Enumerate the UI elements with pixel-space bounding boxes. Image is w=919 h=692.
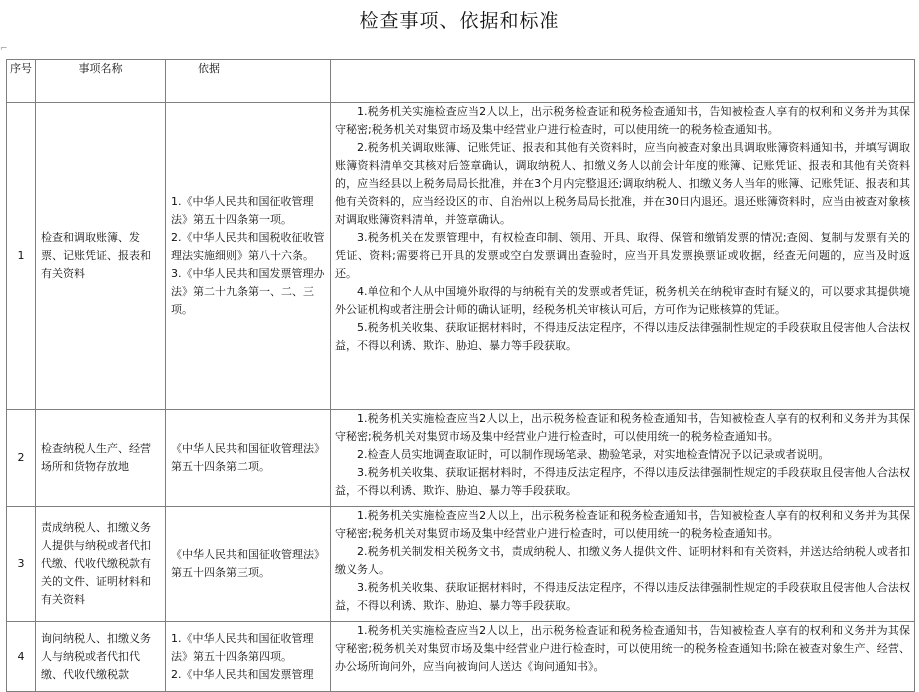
standard-cell <box>331 507 915 622</box>
row-number: 3 <box>7 507 36 622</box>
standard-paragraph: 3.税务机关收集、获取证据材料时，不得违反法定程序，不得以违反法律强制性规定的手段获取且侵害他人合法权益，不得以利诱、欺诈、胁迫、暴力等手段获取。 <box>335 581 910 612</box>
standard-cell <box>331 622 915 692</box>
table-header-row <box>7 60 915 103</box>
page-title: 检查事项、依据和标准 <box>359 10 560 32</box>
header-seq: 序号 <box>7 60 36 103</box>
table-row <box>7 103 915 410</box>
item-name: 询问纳税人、扣缴义务人与纳税或者代扣代缴、代收代缴税款 <box>36 622 166 692</box>
standard-paragraph: 5.税务机关收集、获取证据材料时，不得违反法定程序，不得以违反法律强制性规定的手段获取且侵害他人合法权益，不得以利诱、欺诈、胁迫、暴力等手段获取。 <box>335 321 910 352</box>
inspection-table <box>6 59 915 692</box>
item-name: 检查纳税人生产、经营场所和货物存放地 <box>36 410 166 507</box>
standard-paragraph: 3.税务机关收集、获取证据材料时，不得违反法定程序，不得以违反法律强制性规定的手段获取且侵害他人合法权益，不得以利诱、欺诈、胁迫、暴力等手段获取。 <box>335 466 910 497</box>
basis-text: 《中华人民共和国征收管理法》第五十四条第三项。 <box>166 507 331 622</box>
corner-mark: ⌐ <box>0 44 8 54</box>
row-number: 2 <box>7 410 36 507</box>
row-number: 4 <box>7 622 36 692</box>
header-standard <box>331 60 915 103</box>
header-item-name: 事项名称 <box>36 60 166 103</box>
table-row <box>7 622 915 692</box>
standard-cell <box>331 103 915 410</box>
standard-cell <box>331 410 915 507</box>
basis-text: 1.《中华人民共和国征收管理法》第五十四条第一项。 2.《中华人民共和国税收征收管理法实施细则》第八十六条。 3.《中华人民共和国发票管理办法》第二十九条第一、二、三项。 <box>166 103 331 410</box>
standard-paragraph: 2.检查人员实地调查取证时，可以制作现场笔录、勘验笔录，对实地检查情况予以记录或者说明。 <box>357 448 830 461</box>
standard-paragraph: 2.税务机关调取账簿、记账凭证、报表和其他有关资料时，应当向被查对象出具调取账簿资料通知书，并填写调取账簿资料清单交其核对后签章确认，调取纳税人、扣缴义务人以前会计年度的账簿、记账凭证、报表和其他有关资料的，应当经县以上税务局局长批准，并在3个月内完整退还;调取纳税人、扣缴义务人当年的账簿、记账凭证、报表和其他有关资料的，应当经设区的市、自治州以上税务局局长批准，并在30日内退还。退还账簿资料时，应当由被查对象核对调取账簿资料清单，并签章确认。 <box>335 141 910 226</box>
standard-paragraph: 1.税务机关实施检查应当2人以上，出示税务检查证和税务检查通知书，告知被检查人享有的权利和义务并为其保守秘密;税务机关对集贸市场及集中经营业户进行检查时，可以使用统一的税务检查通知书。 <box>335 509 910 540</box>
table-row <box>7 410 915 507</box>
standard-paragraph: 3.税务机关在发票管理中，有权检查印制、领用、开具、取得、保管和缴销发票的情况;查阅、复制与发票有关的凭证、资料;需要将已开具的发票或空白发票调出查验时，应当开具发票换票证或收据，经查无问题的，应当及时返还。 <box>335 231 910 280</box>
standard-paragraph: 1.税务机关实施检查应当2人以上，出示税务检查证和税务检查通知书，告知被检查人享有的权利和义务并为其保守秘密;税务机关对集贸市场及集中经营业户进行检查时，可以使用统一的税务检查通知书;除在被查对象生产、经营、办公场所询问外，应当向被询问人送达《询问通知书》。 <box>335 624 910 673</box>
basis-text: 《中华人民共和国征收管理法》第五十四条第二项。 <box>166 410 331 507</box>
item-name: 检查和调取账簿、发票、记账凭证、报表和有关资料 <box>36 103 166 410</box>
row-number: 1 <box>7 103 36 410</box>
item-name: 责成纳税人、扣缴义务人提供与纳税或者代扣代缴、代收代缴税款有关的文件、证明材料和有关资料 <box>36 507 166 622</box>
standard-paragraph: 4.单位和个人从中国境外取得的与纳税有关的发票或者凭证，税务机关在纳税审查时有疑义的，可以要求其提供境外公证机构或者注册会计师的确认证明，经税务机关审核认可后，方可作为记账核算的凭证。 <box>335 285 910 316</box>
standard-paragraph: 1.税务机关实施检查应当2人以上，出示税务检查证和税务检查通知书，告知被检查人享有的权利和义务并为其保守秘密;税务机关对集贸市场及集中经营业户进行检查时，可以使用统一的税务检查通知书。 <box>335 412 910 443</box>
table-row <box>7 507 915 622</box>
basis-text: 1.《中华人民共和国征收管理法》第五十四条第四项。 2.《中华人民共和国发票管理 <box>166 622 331 692</box>
header-basis: 依据 <box>166 60 331 103</box>
standard-paragraph: 2.税务机关制发相关税务文书，责成纳税人、扣缴义务人提供文件、证明材料和有关资料，并送达给纳税人或者扣缴义务人。 <box>335 545 910 576</box>
standard-paragraph: 1.税务机关实施检查应当2人以上，出示税务检查证和税务检查通知书，告知被检查人享有的权利和义务并为其保守秘密;税务机关对集贸市场及集中经营业户进行检查时，可以使用统一的税务检查通知书。 <box>335 105 910 136</box>
